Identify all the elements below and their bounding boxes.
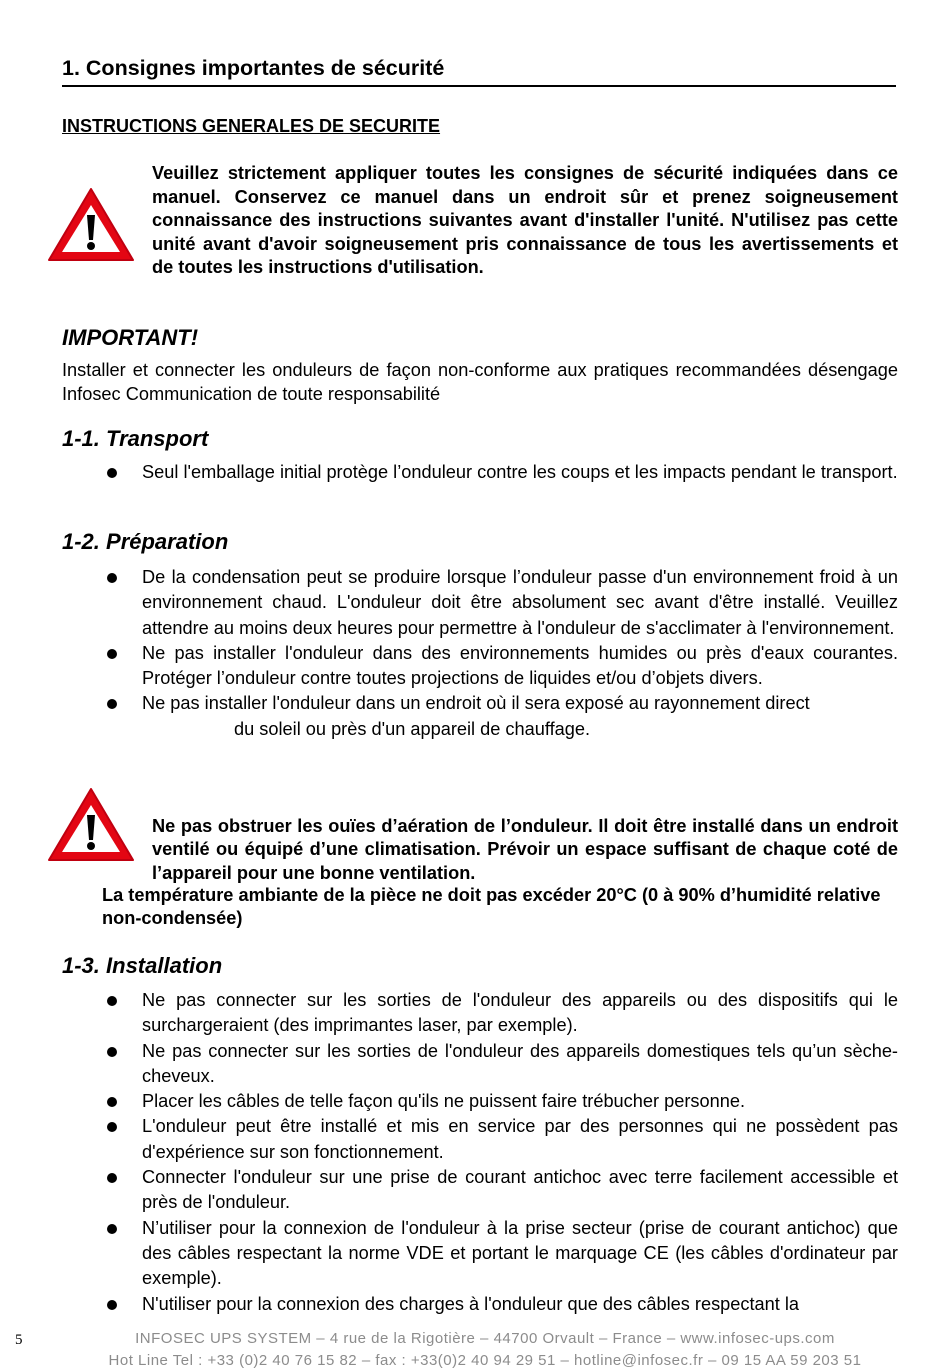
temperature-warning-text: La température ambiante de la pièce ne doit pas excéder 20°C (0 à 90% d’humidité relative non-condensée): [102, 885, 881, 929]
list-item: N'utiliser pour la connexion des charges à l'onduleur que des câbles respectant la: [62, 1292, 898, 1317]
section-installation-heading: 1-3. Installation: [62, 953, 223, 978]
bullet-icon: [107, 996, 117, 1006]
bullet-icon: [107, 1224, 117, 1234]
transport-list: [62, 460, 898, 485]
ventilation-warning-text: Ne pas obstruer les ouïes d’aération de l’onduleur. Il doit être installé dans un endroit ventilé ou équipé d’une climatisation. Prévoir un espace suffisant de chaque coté de l’appareil pour une bonne ventilation.: [152, 816, 898, 883]
page-title: 1. Consignes importantes de sécurité: [62, 56, 896, 87]
section-preparation-heading: 1-2. Préparation: [62, 529, 229, 554]
bullet-icon: [107, 1047, 117, 1057]
general-warning-text: Veuillez strictement appliquer toutes les consignes de sécurité indiquées dans ce manuel. Conservez ce manuel dans un endroit sûr et prenez soigneusement connaissance des instructions suivantes avant d'installer l'unité. N'utilisez pas cette unité avant d'avoir soigneusement pris connaissance de tous les avertissements et de toutes les instructions d'utilisation.: [152, 163, 898, 278]
preparation-list: [62, 565, 898, 742]
footer-contact: Hot Line Tel : +33 (0)2 40 76 15 82 – fax : +33(0)2 40 94 29 51 – hotline@infosec.fr – 09 15 AA 59 203 51: [108, 1352, 862, 1369]
list-item: Ne pas installer l'onduleur dans un endroit où il sera exposé au rayonnement direct du soleil ou près d'un appareil de chauffage.: [62, 691, 898, 742]
bullet-icon: [107, 1300, 117, 1310]
bullet-icon: [107, 1122, 117, 1132]
page-footer: [60, 1328, 910, 1372]
bullet-icon: [107, 1173, 117, 1183]
list-item: Placer les câbles de telle façon qu'ils ne puissent faire trébucher personne.: [62, 1089, 898, 1114]
list-item: Ne pas connecter sur les sorties de l'onduleur des appareils domestiques tels qu’un sèche-cheveux.: [62, 1039, 898, 1090]
installation-list: [62, 988, 898, 1317]
list-item: L'onduleur peut être installé et mis en service par des personnes qui ne possèdent pas d'expérience sur son fonctionnement.: [62, 1114, 898, 1165]
list-item: N’utiliser pour la connexion de l'onduleur à la prise secteur (prise de courant antichoc) que des câbles respectant la norme VDE et portant le marquage CE (les câbles d'ordinateur par exemple).: [62, 1216, 898, 1292]
bullet-icon: [107, 1097, 117, 1107]
list-item: Connecter l'onduleur sur une prise de courant antichoc avec terre facilement accessible et près de l'onduleur.: [62, 1165, 898, 1216]
bullet-icon: [107, 468, 117, 478]
bullet-icon: [107, 573, 117, 583]
important-heading: IMPORTANT!: [62, 325, 199, 350]
page-number: 5: [15, 1332, 23, 1348]
list-item: Seul l'emballage initial protège l’onduleur contre les coups et les impacts pendant le transport.: [62, 460, 898, 485]
list-item: Ne pas connecter sur les sorties de l'onduleur des appareils ou des dispositifs qui le surchargeraient (des imprimantes laser, par exemple).: [62, 988, 898, 1039]
general-instructions-heading: INSTRUCTIONS GENERALES DE SECURITE: [62, 116, 441, 136]
bullet-icon: [107, 699, 117, 709]
important-text: Installer et connecter les onduleurs de façon non-conforme aux pratiques recommandées désengage Infosec Communication de toute responsabilité: [62, 360, 898, 404]
bullet-icon: [107, 649, 117, 659]
section-transport-heading: 1-1. Transport: [62, 426, 209, 451]
warning-icon: [46, 785, 136, 863]
warning-icon: [46, 185, 136, 263]
footer-address: INFOSEC UPS SYSTEM – 4 rue de la Rigotière – 44700 Orvault – France – www.infosec-ups.com: [135, 1330, 835, 1347]
list-item: Ne pas installer l'onduleur dans des environnements humides ou près d'eaux courantes. Protéger l’onduleur contre toutes projections de liquides et/ou d’objets divers.: [62, 641, 898, 692]
list-item: De la condensation peut se produire lorsque l’onduleur passe d'un environnement froid à un environnement chaud. L'onduleur doit être absolument sec avant d'être installé. Veuillez attendre au moins deux heures pour permettre à l'onduleur de s'acclimater à l'environnement.: [62, 565, 898, 641]
